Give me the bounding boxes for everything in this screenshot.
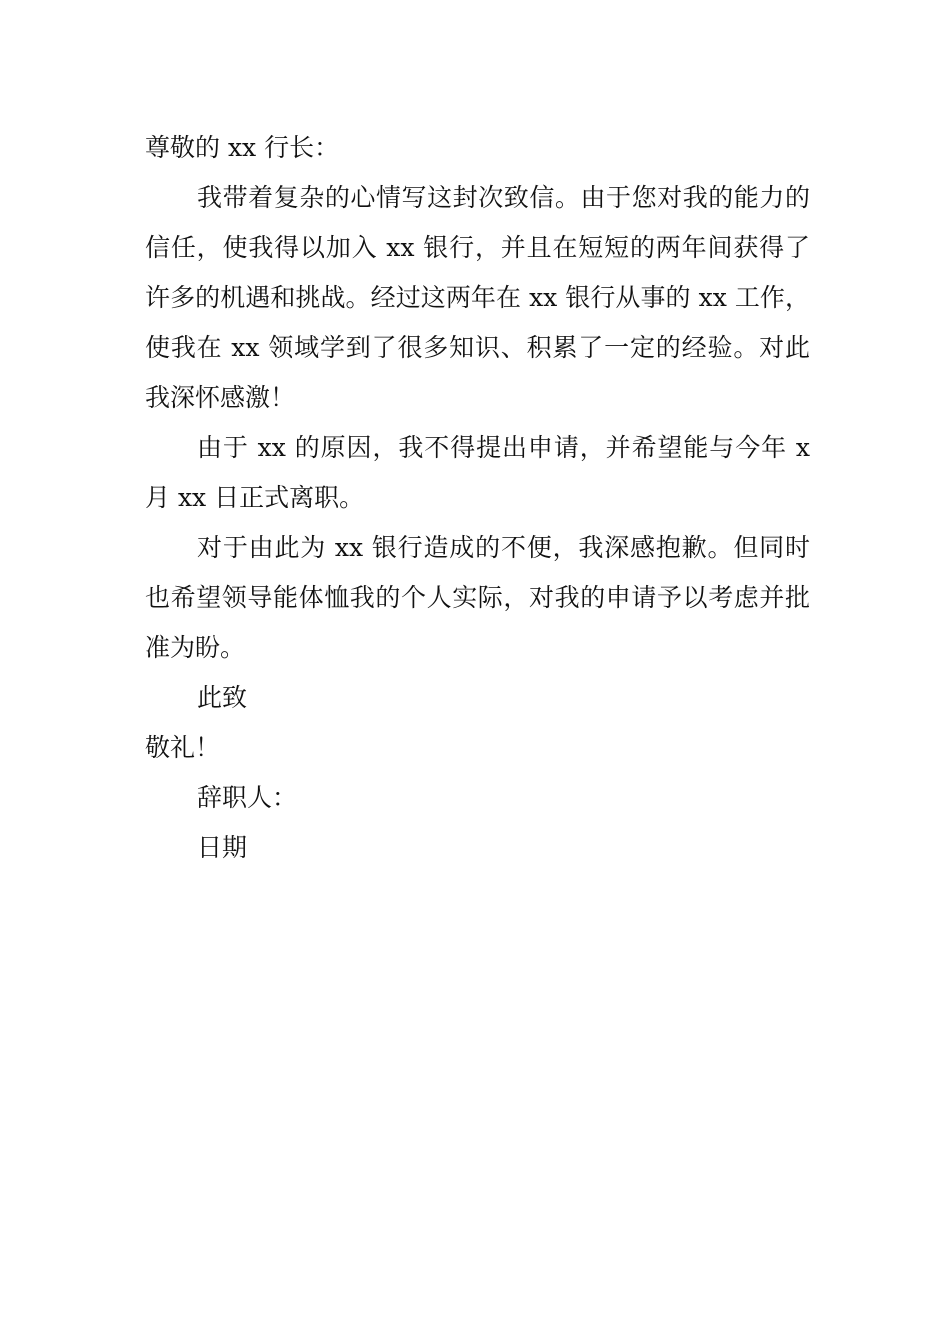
signer-label: 辞职人： — [197, 783, 298, 812]
closing-salute: 敬礼！ — [145, 733, 221, 762]
closing-phrase: 此致 — [197, 683, 248, 712]
paragraph-apology: 对于由此为 xx 银行造成的不便，我深感抱歉。但同时也希望领导能体恤我的个人实际，对我的申请予以考虑并批准为盼。 — [145, 533, 810, 662]
paragraph-resignation-request: 由于 xx 的原因，我不得提出申请，并希望能与今年 x 月 xx 日正式离职。 — [145, 433, 810, 512]
paragraph-gratitude: 我带着复杂的心情写这封次致信。由于您对我的能力的信任，使我得以加入 xx 银行，并且在短短的两年间获得了许多的机遇和挑战。经过这两年在 xx 银行从事的 xx 工作，使我在 xx 领域学到了很多知识、积累了一定的经验。对此我深怀感激！ — [145, 183, 810, 412]
salutation: 尊敬的 xx 行长： — [145, 133, 340, 162]
letter-body — [145, 123, 810, 873]
date-label: 日期 — [197, 833, 248, 862]
